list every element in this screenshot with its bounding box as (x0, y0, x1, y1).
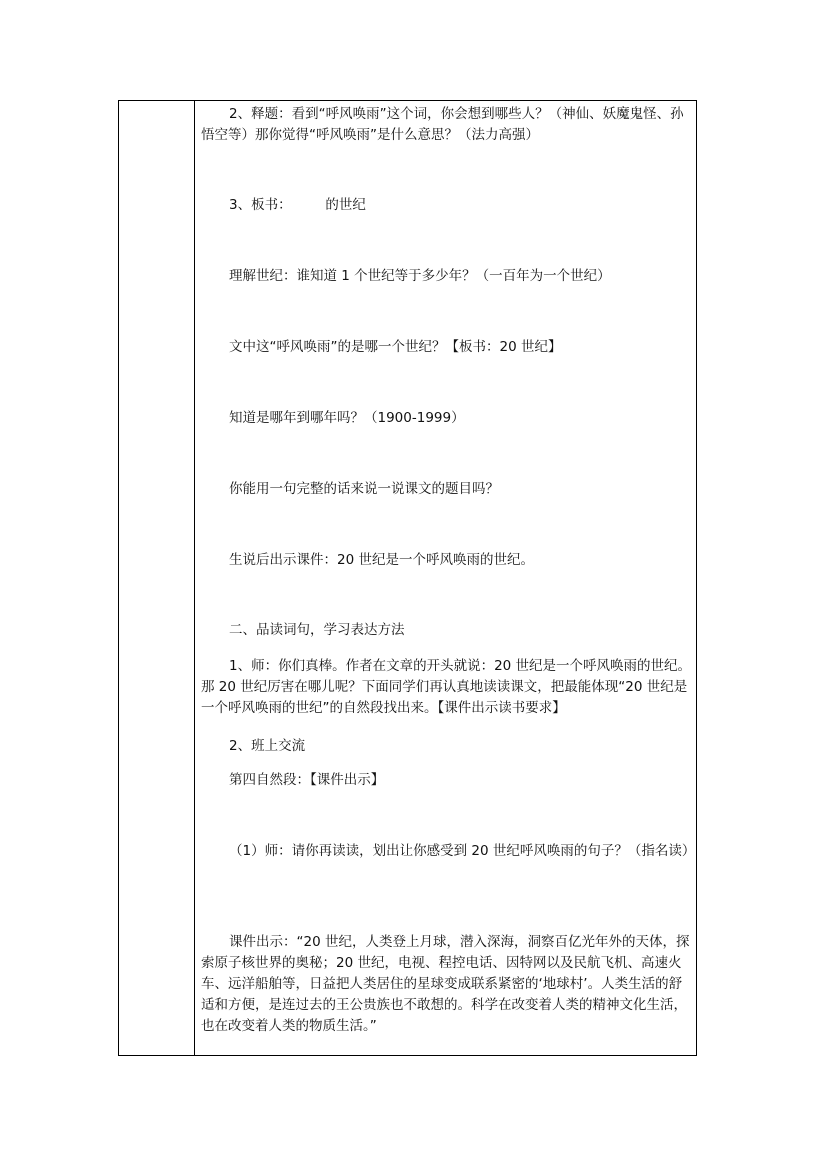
paragraph-courseware-quote: 课件出示：“20 世纪，人类登上月球，潜入深海，洞察百亿光年外的天体，探索原子核世界的奥秘；20 世纪，电视、程控电话、因特网以及民航飞机、高速火车、远洋船舶等，日益把人类居住的星球变成联系紧密的‘地球村’。人类生活的舒适和方便，是连过去的王公贵族也不敢想的。科学在改变着人类的精神文化生活，也在改变着人类的物质生活。” (201, 934, 690, 1034)
section-heading-read-sentences: 二、品读词句，学习表达方法 (229, 622, 405, 638)
paragraph-century-meaning: 理解世纪：谁知道 1 个世纪等于多少年？（一百年为一个世纪） (229, 268, 611, 284)
paragraph-board-writing: 3、板书： 的世纪 (229, 197, 366, 213)
paragraph-complete-sentence: 你能用一句完整的话来说一说课文的题目吗？ (229, 481, 499, 497)
paragraph-which-century: 文中这“呼风唤雨”的是哪一个世纪？【板书：20 世纪】 (229, 339, 562, 355)
paragraph-fourth-section: 第四自然段：【课件出示】 (229, 772, 385, 788)
lesson-table (118, 100, 697, 1056)
paragraph-reread-question: （1）师：请你再读读，划出让你感受到 20 世纪呼风唤雨的句子？（指名读） (229, 843, 696, 859)
paragraph-year-range: 知道是哪年到哪年吗？（1900-1999） (229, 410, 465, 426)
paragraph-show-courseware: 生说后出示课件：20 世纪是一个呼风唤雨的世纪。 (229, 552, 534, 568)
paragraph-title-explanation: 2、释题：看到“呼风唤雨”这个词，你会想到哪些人？（神仙、妖魔鬼怪、孙悟空等）那你觉得“呼风唤雨”是什么意思？（法力高强） (201, 106, 684, 143)
column-divider (194, 101, 195, 1055)
paragraph-class-exchange: 2、班上交流 (229, 738, 306, 754)
paragraph-teacher-praise: 1、师：你们真棒。作者在文章的开头就说：20 世纪是一个呼风唤雨的世纪。那 20 世纪厉害在哪儿呢？下面同学们再认真地读读课文，把最能体现“20 世纪是一个呼风唤雨的世纪”的自然段找出来。【课件出示读书要求】 (201, 658, 692, 716)
